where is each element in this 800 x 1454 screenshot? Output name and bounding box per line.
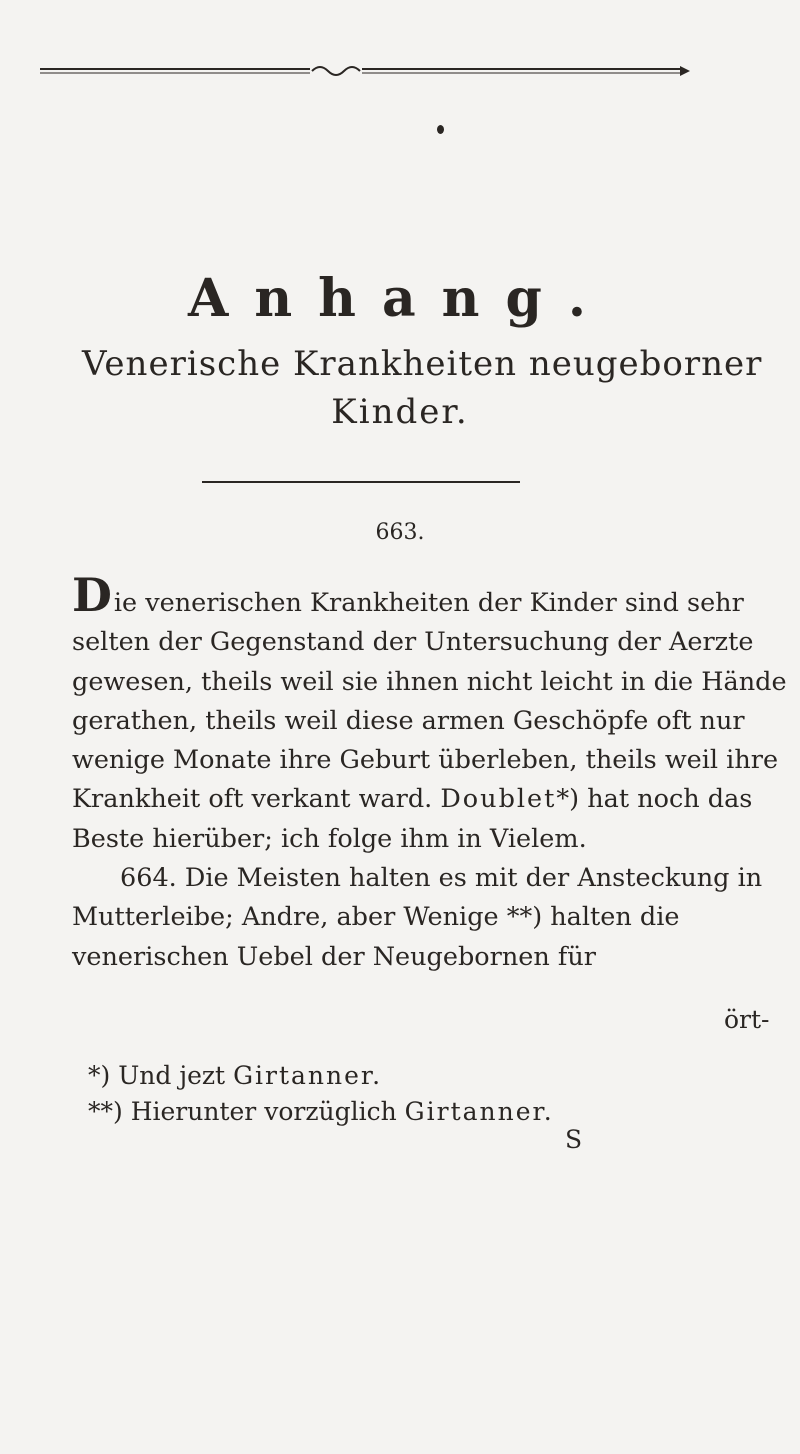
paragraph-663 (72, 568, 792, 859)
footnotes (88, 1058, 554, 1130)
paragraph-663-tail: *) hat noch das Beste hierüber; ich folge ihm in Vielem. (72, 784, 753, 854)
cited-author: Doublet (440, 784, 557, 815)
chapter-heading-line2: Kinder. (331, 392, 469, 432)
footnote (88, 1094, 554, 1130)
catchword: ört- (724, 1005, 770, 1034)
footnote-author: Girtanner. (404, 1097, 554, 1126)
page-title: Anhang. (188, 268, 612, 329)
footnote-text: Und jezt (118, 1061, 226, 1090)
ink-dot (437, 125, 444, 134)
footnote-author: Girtanner. (233, 1061, 383, 1090)
signature-mark: S (565, 1125, 583, 1154)
footnote-mark: *) (88, 1061, 111, 1090)
drop-cap: D (72, 568, 112, 622)
footnote-text: Hierunter vorzüglich (130, 1097, 397, 1126)
chapter-heading-line1: Venerische Krankheiten neugeborner (82, 344, 763, 384)
section-number: 663. (375, 520, 425, 545)
divider-rule (202, 481, 520, 483)
footnote (88, 1058, 554, 1094)
paragraph-664: 664. Die Meisten halten es mit der Ansteckung in Mutterleibe; Andre, aber Wenige **) halten die venerischen Uebel der Neugebornen für (72, 863, 763, 972)
ornamental-rule (40, 60, 800, 80)
body-text (72, 568, 792, 977)
footnote-mark: **) (88, 1097, 123, 1126)
paragraph-663-text: ie venerischen Krankheiten der Kinder sind sehr selten der Gegenstand der Untersuchung der Aerzte gewesen, theils weil sie ihnen nicht leicht in die Hände gerathen, theils weil diese armen Geschöpfe oft nur wenige Monate ihre Geburt überleben, theils weil ihre Krankheit oft verkant ward. (72, 588, 787, 815)
